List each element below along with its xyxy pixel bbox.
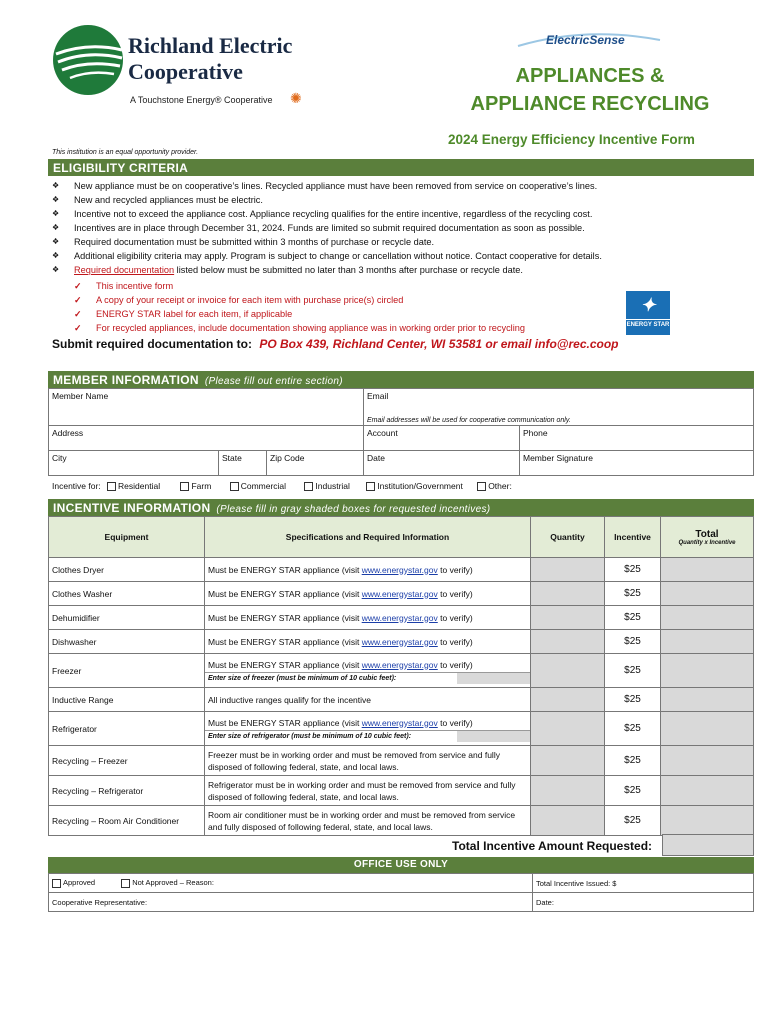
freezer-size-input[interactable] <box>457 673 530 684</box>
total-input[interactable] <box>661 688 754 712</box>
equipment-cell: Recycling – Refrigerator <box>49 776 205 806</box>
approved-checkbox[interactable] <box>52 879 61 888</box>
phone-field[interactable]: Phone <box>520 426 754 451</box>
total-input[interactable] <box>661 558 754 582</box>
quantity-input[interactable] <box>531 582 605 606</box>
spec-cell: Must be ENERGY STAR appliance (visit www.energystar.gov to verify) <box>205 606 531 630</box>
electricsense-logo: ElectricSense <box>516 30 662 52</box>
equipment-cell: Dehumidifier <box>49 606 205 630</box>
eligibility-header: ELIGIBILITY CRITERIA <box>48 159 754 176</box>
brand-name-line1: Richland Electric <box>128 33 293 58</box>
brand-name-line2: Cooperative <box>128 59 243 84</box>
email-field[interactable]: Email Email addresses will be used for cooperative communication only. <box>364 389 754 426</box>
total-requested-input[interactable] <box>662 834 754 856</box>
col-equipment: Equipment <box>49 517 205 558</box>
spec-cell: Must be ENERGY STAR appliance (visit www.energystar.gov to verify) <box>205 630 531 654</box>
total-requested-label: Total Incentive Amount Requested: <box>452 839 653 853</box>
quantity-input[interactable] <box>531 806 605 836</box>
office-date-field[interactable]: Date: <box>533 893 754 912</box>
brand-tagline: A Touchstone Energy® Cooperative <box>130 95 273 105</box>
incentive-header: INCENTIVE INFORMATION (Please fill in gray shaded boxes for requested incentives) <box>48 499 754 516</box>
incentive-amount: $25 <box>605 630 661 654</box>
spec-cell: Must be ENERGY STAR appliance (visit www.energystar.gov to verify) <box>205 558 531 582</box>
state-field[interactable]: State <box>219 451 267 476</box>
quantity-input[interactable] <box>531 654 605 688</box>
eligibility-list <box>52 179 752 277</box>
incentive-for-row: Incentive for: Residential Farm Commercial Industrial Institution/Government Other: <box>52 481 512 491</box>
required-docs-link[interactable]: Required documentation <box>74 265 175 275</box>
institution-checkbox[interactable] <box>366 482 375 491</box>
brand-name <box>128 33 292 85</box>
spec-cell: All inductive ranges qualify for the incentive <box>205 688 531 712</box>
total-input[interactable] <box>661 582 754 606</box>
check-item: ✓ For recycled appliances, include documentation showing appliance was in working order prior to recycling <box>74 321 634 335</box>
not-approved-checkbox[interactable] <box>121 879 130 888</box>
title-line1: APPLIANCES & <box>515 65 665 87</box>
address-field[interactable]: Address <box>49 426 364 451</box>
total-input[interactable] <box>661 712 754 746</box>
account-field[interactable]: Account <box>364 426 520 451</box>
signature-field[interactable]: Member Signature <box>520 451 754 476</box>
total-input[interactable] <box>661 606 754 630</box>
energystar-link[interactable]: www.energystar.gov <box>361 659 438 670</box>
total-input[interactable] <box>661 776 754 806</box>
form-title <box>470 62 710 118</box>
incentive-amount: $25 <box>605 712 661 746</box>
submit-instructions: Submit required documentation to: PO Box 439, Richland Center, WI 53581 or email info@rec.coop <box>52 337 619 351</box>
refrigerator-size-input[interactable] <box>457 731 530 742</box>
title-line2: APPLIANCE RECYCLING <box>470 93 710 115</box>
office-table <box>48 873 754 912</box>
energystar-link[interactable]: www.energystar.gov <box>361 717 438 728</box>
energystar-link[interactable]: www.energystar.gov <box>361 588 438 599</box>
spec-cell: Freezer must be in working order and must be removed from service and fully disposed of following federal, state, and local laws. <box>205 746 531 776</box>
incentive-table <box>48 516 754 836</box>
spec-cell: Room air conditioner must be in working order and must be removed from service and fully disposed of following federal, state, and local laws. <box>205 806 531 836</box>
energystar-link[interactable]: www.energystar.gov <box>361 612 438 623</box>
total-input[interactable] <box>661 630 754 654</box>
total-input[interactable] <box>661 654 754 688</box>
check-item: ✓ A copy of your receipt or invoice for each item with purchase price(s) circled <box>74 293 634 307</box>
industrial-checkbox[interactable] <box>304 482 313 491</box>
col-quantity: Quantity <box>531 517 605 558</box>
member-name-field[interactable]: Member Name <box>49 389 364 426</box>
quantity-input[interactable] <box>531 688 605 712</box>
incentive-amount: $25 <box>605 688 661 712</box>
eligibility-item: ❖ Incentives are in place through December 31, 2024. Funds are limited so submit required documentation as soon as possible. <box>52 221 752 235</box>
spec-cell: Must be ENERGY STAR appliance (visit www.energystar.gov to verify) Enter size of refrigerator (must be minimum of 10 cubic feet): <box>205 712 531 746</box>
spec-cell: Must be ENERGY STAR appliance (visit www.energystar.gov to verify) Enter size of freezer (must be minimum of 10 cubic feet): <box>205 654 531 688</box>
office-header: OFFICE USE ONLY <box>48 857 754 873</box>
equipment-cell: Clothes Dryer <box>49 558 205 582</box>
equipment-cell: Recycling – Freezer <box>49 746 205 776</box>
equipment-cell: Freezer <box>49 654 205 688</box>
equipment-cell: Clothes Washer <box>49 582 205 606</box>
incentive-amount: $25 <box>605 806 661 836</box>
check-item: ✓ ENERGY STAR label for each item, if applicable <box>74 307 634 321</box>
eligibility-item: ❖ New appliance must be on cooperative’s lines. Recycled appliance must have been removed from service on cooperative’s lines. <box>52 179 752 193</box>
eligibility-item: ❖ Required documentation must be submitted within 3 months of purchase or recycle date. <box>52 235 752 249</box>
farm-checkbox[interactable] <box>180 482 189 491</box>
incentive-amount: $25 <box>605 582 661 606</box>
eligibility-item-docs: ❖ Required documentation listed below must be submitted no later than 3 months after purchase or recycle date. <box>52 263 752 277</box>
eligibility-item: ❖ Incentive not to exceed the appliance cost. Appliance recycling qualifies for the entire incentive, regardless of the recycling cost. <box>52 207 752 221</box>
equal-opportunity-note: This institution is an equal opportunity provider. <box>52 149 199 156</box>
incentive-amount: $25 <box>605 776 661 806</box>
quantity-input[interactable] <box>531 558 605 582</box>
spec-cell: Refrigerator must be in working order and must be removed from service and fully disposed of following federal, state, and local laws. <box>205 776 531 806</box>
incentive-amount: $25 <box>605 746 661 776</box>
quantity-input[interactable] <box>531 606 605 630</box>
city-field[interactable]: City <box>49 451 219 476</box>
col-total: Total Quantity x Incentive <box>661 517 754 558</box>
zip-field[interactable]: Zip Code <box>267 451 364 476</box>
other-checkbox[interactable] <box>477 482 486 491</box>
incentive-amount: $25 <box>605 606 661 630</box>
quantity-input[interactable] <box>531 746 605 776</box>
form-subtitle: 2024 Energy Efficiency Incentive Form <box>448 132 695 147</box>
eligibility-item: ❖ New and recycled appliances must be electric. <box>52 193 752 207</box>
energy-star-icon: ✦ <box>640 295 656 315</box>
check-item: ✓ This incentive form <box>74 279 634 293</box>
commercial-checkbox[interactable] <box>230 482 239 491</box>
incentive-amount: $25 <box>605 654 661 688</box>
residential-checkbox[interactable] <box>107 482 116 491</box>
quantity-input[interactable] <box>531 776 605 806</box>
quantity-input[interactable] <box>531 712 605 746</box>
eligibility-item: ❖ Additional eligibility criteria may apply. Program is subject to change or cancellation without notice. Contact cooperative for details. <box>52 249 752 263</box>
incentive-amount: $25 <box>605 558 661 582</box>
energy-star-logo: ✦ ENERGY STAR <box>626 291 670 335</box>
member-header: MEMBER INFORMATION (Please fill out entire section) <box>48 371 754 388</box>
spec-cell: Must be ENERGY STAR appliance (visit www.energystar.gov to verify) <box>205 582 531 606</box>
quantity-input[interactable] <box>531 630 605 654</box>
equipment-cell: Refrigerator <box>49 712 205 746</box>
approval-cell: Approved Not Approved – Reason: <box>49 874 533 893</box>
energystar-link[interactable]: www.energystar.gov <box>361 636 438 647</box>
equipment-cell: Dishwasher <box>49 630 205 654</box>
energystar-link[interactable]: www.energystar.gov <box>361 564 438 575</box>
equipment-cell: Recycling – Room Air Conditioner <box>49 806 205 836</box>
docs-checklist <box>74 279 634 335</box>
rep-field[interactable]: Cooperative Representative: <box>49 893 533 912</box>
total-issued-field[interactable]: Total Incentive Issued: $ <box>533 874 754 893</box>
equipment-cell: Inductive Range <box>49 688 205 712</box>
col-specs: Specifications and Required Information <box>205 517 531 558</box>
total-input[interactable] <box>661 746 754 776</box>
member-info-table <box>48 388 754 476</box>
col-incentive: Incentive <box>605 517 661 558</box>
rec-logo <box>52 24 124 96</box>
total-input[interactable] <box>661 806 754 836</box>
date-field[interactable]: Date <box>364 451 520 476</box>
submit-address: PO Box 439, Richland Center, WI 53581 or email info@rec.coop <box>259 337 619 351</box>
touchstone-icon: ✺ <box>290 90 302 106</box>
